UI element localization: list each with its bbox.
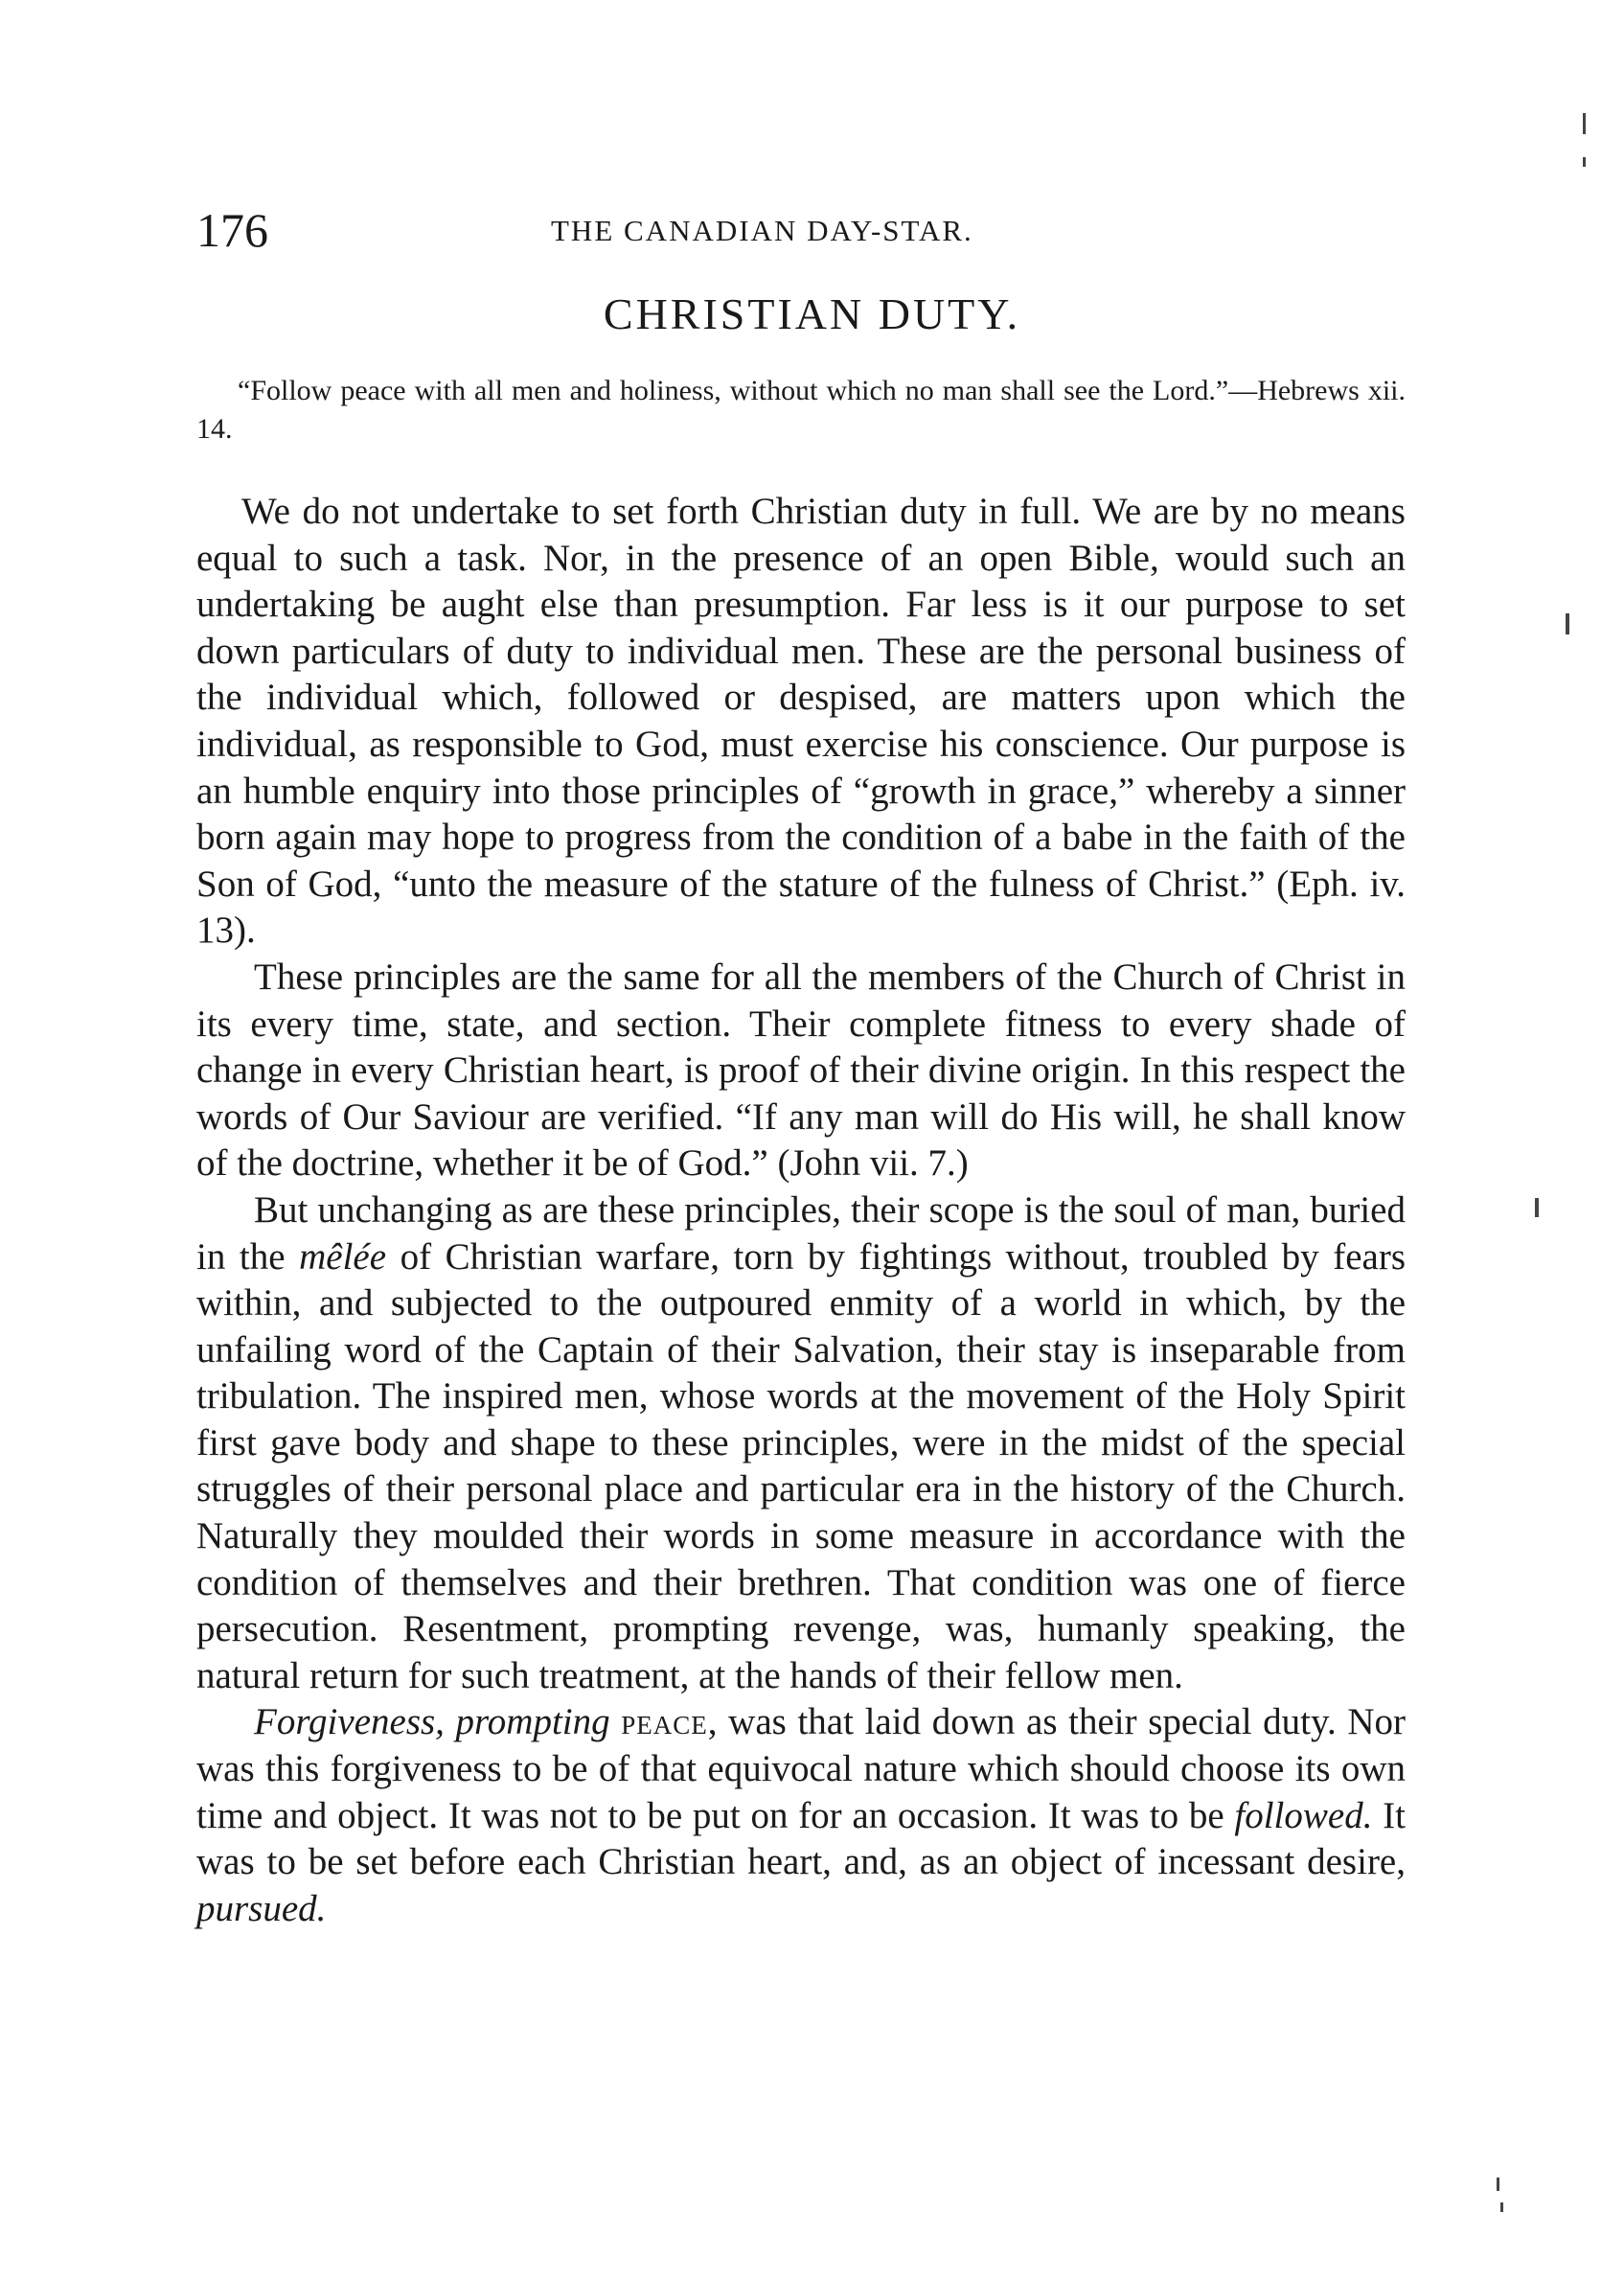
paragraph-3	[196, 1187, 1406, 1700]
paragraph-3-text-b: of Christian warfare, torn by fightings without, troubled by fears within, and subjected to the outpoured enmity of a world in which, by the unfailing word of the Captain of their Salvation, their stay is inseparable from tribulation. The inspired men, whose words at the movement of the Holy Spirit first gave body and shape to these principles, were in the midst of the special struggles of their personal place and particular era in the history of the Church. Naturally they moulded their words in some measure in accordance with the condition of themselves and their brethren. That condition was one of fierce persecution. Resentment, prompting revenge, was, humanly speaking, the natural return for such treatment, at the hands of their fellow men.	[196, 1235, 1406, 1696]
paragraph-3-text-a: But unchanging as are these principles, their scope is the soul of man, buried in the	[196, 1188, 1406, 1278]
scan-speck	[1566, 613, 1569, 634]
paragraph-4-italic-c: pursued.	[196, 1887, 327, 1929]
article-title: CHRISTIAN DUTY.	[603, 289, 1021, 338]
paragraph-4-italic-a: Forgiveness, prompting	[254, 1701, 610, 1743]
running-header	[196, 201, 1423, 259]
scan-speck	[1583, 157, 1586, 167]
paragraph-4-text-a: , was that laid down as their special duty. Nor was this forgiveness to be of that equivocal nature which should choose its own time and object. It was not to be put on for an occasion. It was to be	[196, 1701, 1407, 1836]
scan-speck	[1535, 1198, 1539, 1217]
paragraph-3-italic: mêlée	[299, 1235, 387, 1278]
scan-speck	[1500, 2202, 1503, 2212]
scan-speck	[1583, 113, 1586, 134]
epigraph: “Follow peace with all men and holiness, without which no man shall see the Lord.”—Hebrews xii. 14.	[196, 375, 1406, 445]
paragraph-4	[196, 1699, 1406, 1932]
running-title: THE CANADIAN DAY-STAR.	[551, 214, 973, 247]
scan-speck	[1497, 2177, 1499, 2191]
article-body	[196, 489, 1406, 1932]
paragraph-2: These principles are the same for all the members of the Church of Christ in its every time, state, and section. Their complete fitness to every shade of change in every Christian heart, is proof of their divine origin. In this respect the words of Our Saviour are verified. “If any man will do His will, he shall know of the doctrine, whether it be of God.” (John vii. 7.)	[196, 956, 1406, 1185]
paragraph-4-text-b: It was to be set before each Christian heart, and, as an object of incessant desire,	[196, 1794, 1406, 1883]
paragraph-4-italic-b: followed.	[1234, 1794, 1373, 1836]
page-number: 176	[196, 203, 268, 257]
paragraph-4-smallcaps: peace	[621, 1701, 708, 1743]
paragraph-1: We do not undertake to set forth Christian duty in full. We are by no means equal to such a task. Nor, in the presence of an open Bible, would such an undertaking be aught else than presumption. Far less is it our purpose to set down particulars of duty to individual men. These are the personal business of the individual which, followed or despised, are matters upon which the individual, as responsible to God, must exercise his conscience. Our purpose is an humble enquiry into those principles of “growth in grace,” whereby a sinner born again may hope to progress from the condition of a babe in the faith of the Son of God, “unto the measure of the stature of the fulness of Christ.” (Eph. iv. 13).	[196, 491, 1406, 952]
